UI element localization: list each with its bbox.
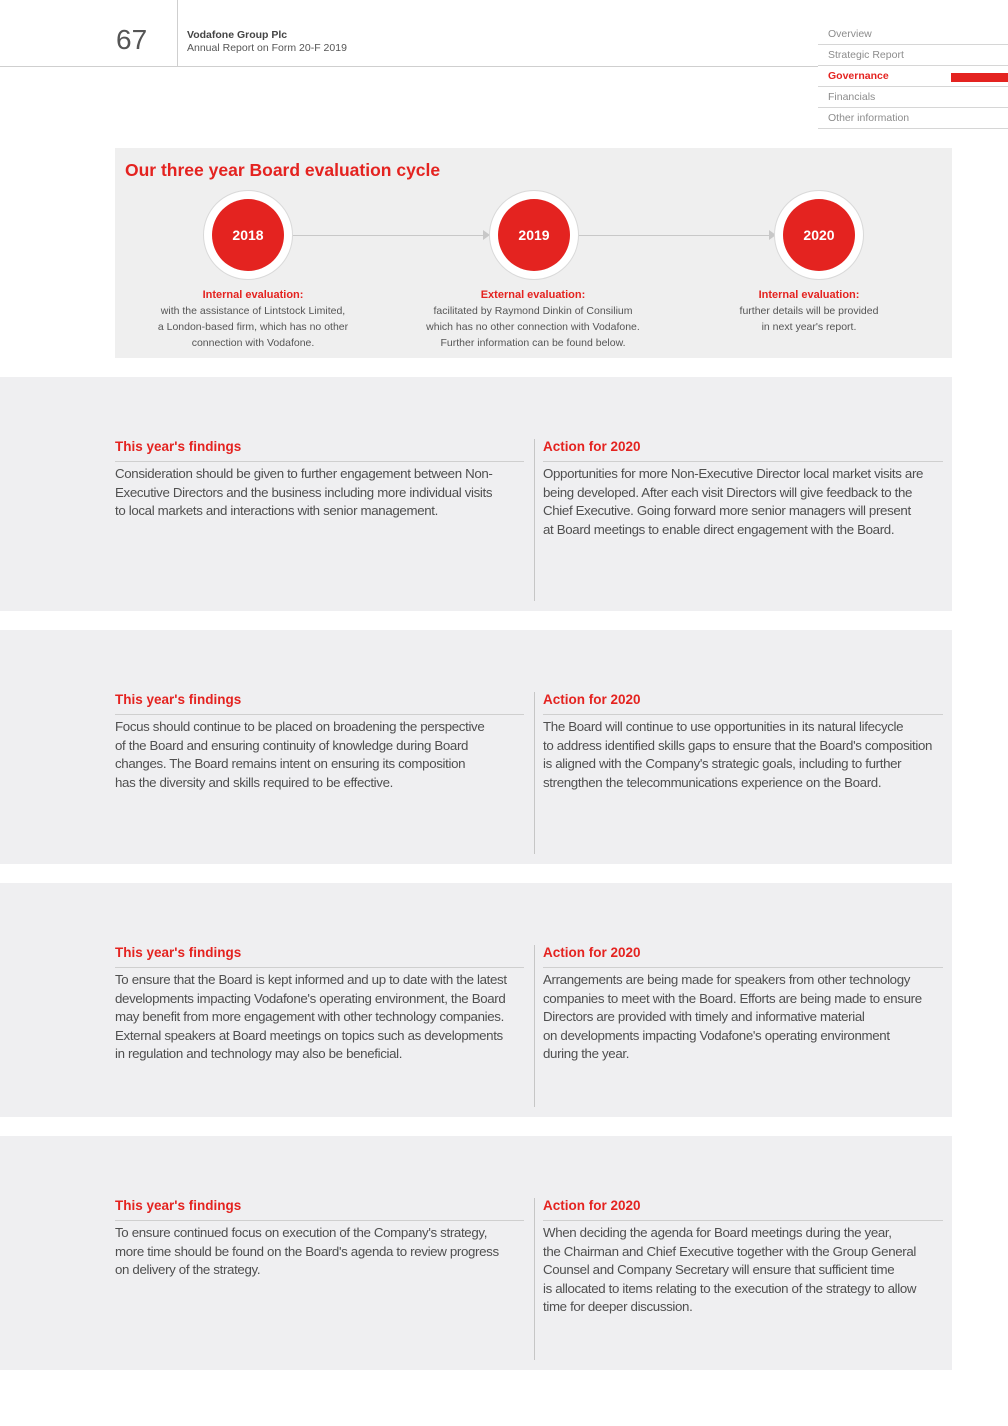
text-line: To ensure that the Board is kept informed and up to date with the latest [115, 972, 507, 987]
text-line: To ensure continued focus on execution of the Company's strategy, [115, 1225, 488, 1240]
step-line: facilitated by Raymond Dinkin of Consilium [433, 305, 633, 317]
title-rule [543, 461, 943, 462]
nav-item-label: Governance [828, 70, 889, 82]
text-line: strengthen the telecommunications experience on the Board. [543, 774, 882, 790]
text-line: may benefit from more engagement with other technology companies. [115, 1009, 504, 1025]
step-line: connection with Vodafone. [191, 337, 315, 349]
step-label: Internal evaluation: [202, 289, 304, 301]
text-line: of the Board and ensuring continuity of knowledge during Board [115, 737, 469, 753]
nav-item-financials[interactable] [818, 87, 1008, 108]
column-divider [534, 1198, 535, 1360]
text-line: Executive Directors and the business including more individual visits [115, 484, 493, 500]
header-rule [0, 66, 818, 67]
title-rule [543, 714, 943, 715]
nav-item-label: Financials [828, 91, 876, 103]
text-line: during the year. [543, 1046, 630, 1062]
year-label: 2018 [212, 199, 284, 271]
column-divider [534, 692, 535, 854]
findings-text [115, 1224, 499, 1280]
findings-panel [0, 630, 952, 864]
text-line: being developed. After each visit Directors will give feedback to the [543, 484, 913, 500]
text-line: Focus should continue to be placed on broadening the perspective [115, 719, 485, 734]
year-circle-2018 [203, 190, 293, 280]
nav-item-label: Overview [828, 28, 872, 40]
nav-item-overview[interactable] [818, 24, 1008, 45]
text-line: External speakers at Board meetings on topics such as developments [115, 1027, 503, 1043]
findings-title: This year's findings [115, 692, 242, 707]
company-name: Vodafone Group Plc [187, 29, 288, 41]
step-line: Further information can be found below. [440, 337, 626, 349]
action-text [543, 718, 932, 792]
findings-title: This year's findings [115, 439, 242, 454]
findings-panel [0, 883, 952, 1117]
findings-text [115, 465, 493, 521]
step-line: a London-based firm, which has no other [157, 321, 349, 333]
text-line: the Chairman and Chief Executive together with the Group General [543, 1243, 917, 1259]
nav-item-governance[interactable] [818, 66, 1008, 87]
text-line: developments impacting Vodafone's operating environment, the Board [115, 990, 506, 1006]
action-title: Action for 2020 [543, 945, 641, 960]
text-line: more time should be found on the Board's agenda to review progress [115, 1243, 499, 1259]
findings-title: This year's findings [115, 1198, 242, 1213]
title-rule [115, 714, 524, 715]
nav-item-strategic-report[interactable] [818, 45, 1008, 66]
nav-item-other-information[interactable] [818, 108, 1008, 129]
title-rule [543, 1220, 943, 1221]
column-divider [534, 439, 535, 601]
step-line: with the assistance of Lintstock Limited, [160, 305, 346, 317]
step-description-2020 [689, 287, 929, 335]
action-text [543, 465, 923, 539]
active-section-marker [951, 73, 1008, 82]
action-text [543, 971, 922, 1064]
text-line: Opportunities for more Non-Executive Director local market visits are [543, 466, 924, 481]
text-line: The Board will continue to use opportunities in its natural lifecycle [543, 719, 904, 734]
text-line: to address identified skills gaps to ensure that the Board's composition [543, 737, 933, 753]
nav-item-label: Other information [828, 112, 910, 124]
text-line: on delivery of the strategy. [115, 1262, 261, 1278]
findings-text [115, 718, 484, 792]
step-description-2019 [413, 287, 653, 351]
title-rule [115, 967, 524, 968]
cycle-connector [293, 235, 485, 236]
step-line: further details will be provided [739, 305, 879, 317]
text-line: Directors are provided with timely and informative material [543, 1009, 865, 1025]
header-divider [177, 0, 178, 66]
text-line: time for deeper discussion. [543, 1299, 693, 1315]
report-title: Annual Report on Form 20-F 2019 [187, 42, 347, 54]
title-rule [115, 461, 524, 462]
text-line: Consideration should be given to further engagement between Non- [115, 466, 493, 481]
action-title: Action for 2020 [543, 692, 641, 707]
nav-item-label: Strategic Report [828, 49, 904, 61]
year-label: 2020 [783, 199, 855, 271]
findings-text [115, 971, 507, 1064]
column-divider [534, 945, 535, 1107]
findings-panel [0, 1136, 952, 1370]
year-circle-2019 [489, 190, 579, 280]
step-line: which has no other connection with Vodafone. [426, 321, 640, 333]
action-title: Action for 2020 [543, 439, 641, 454]
year-circle-2020 [774, 190, 864, 280]
title-rule [115, 1220, 524, 1221]
text-line: is aligned with the Company's strategic goals, including to further [543, 756, 902, 772]
cycle-connector [579, 235, 771, 236]
year-label: 2019 [498, 199, 570, 271]
text-line: When deciding the agenda for Board meetings during the year, [543, 1225, 892, 1240]
action-text [543, 1224, 916, 1317]
text-line: is allocated to items relating to the execution of the strategy to allow [543, 1280, 917, 1296]
text-line: Chief Executive. Going forward more senior managers will present [543, 503, 911, 519]
text-line: Arrangements are being made for speakers from other technology [543, 972, 911, 987]
text-line: at Board meetings to enable direct engagement with the Board. [543, 521, 895, 537]
text-line: on developments impacting Vodafone's operating environment [543, 1027, 890, 1043]
step-description-2018 [133, 287, 373, 351]
section-nav [818, 24, 1008, 129]
text-line: changes. The Board remains intent on ensuring its composition [115, 756, 466, 772]
text-line: companies to meet with the Board. Efforts are being made to ensure [543, 990, 922, 1006]
cycle-title: Our three year Board evaluation cycle [125, 160, 441, 180]
step-label: External evaluation: [480, 289, 586, 301]
findings-panel [0, 377, 952, 611]
text-line: has the diversity and skills required to be effective. [115, 774, 393, 790]
findings-title: This year's findings [115, 945, 242, 960]
evaluation-cycle [115, 148, 952, 358]
text-line: Counsel and Company Secretary will ensure that sufficient time [543, 1262, 895, 1278]
page-number: 67 [116, 24, 148, 55]
step-label: Internal evaluation: [758, 289, 860, 301]
text-line: to local markets and interactions with senior management. [115, 503, 438, 519]
action-title: Action for 2020 [543, 1198, 641, 1213]
title-rule [543, 967, 943, 968]
step-line: in next year's report. [761, 321, 857, 333]
text-line: in regulation and technology may also be beneficial. [115, 1046, 403, 1062]
